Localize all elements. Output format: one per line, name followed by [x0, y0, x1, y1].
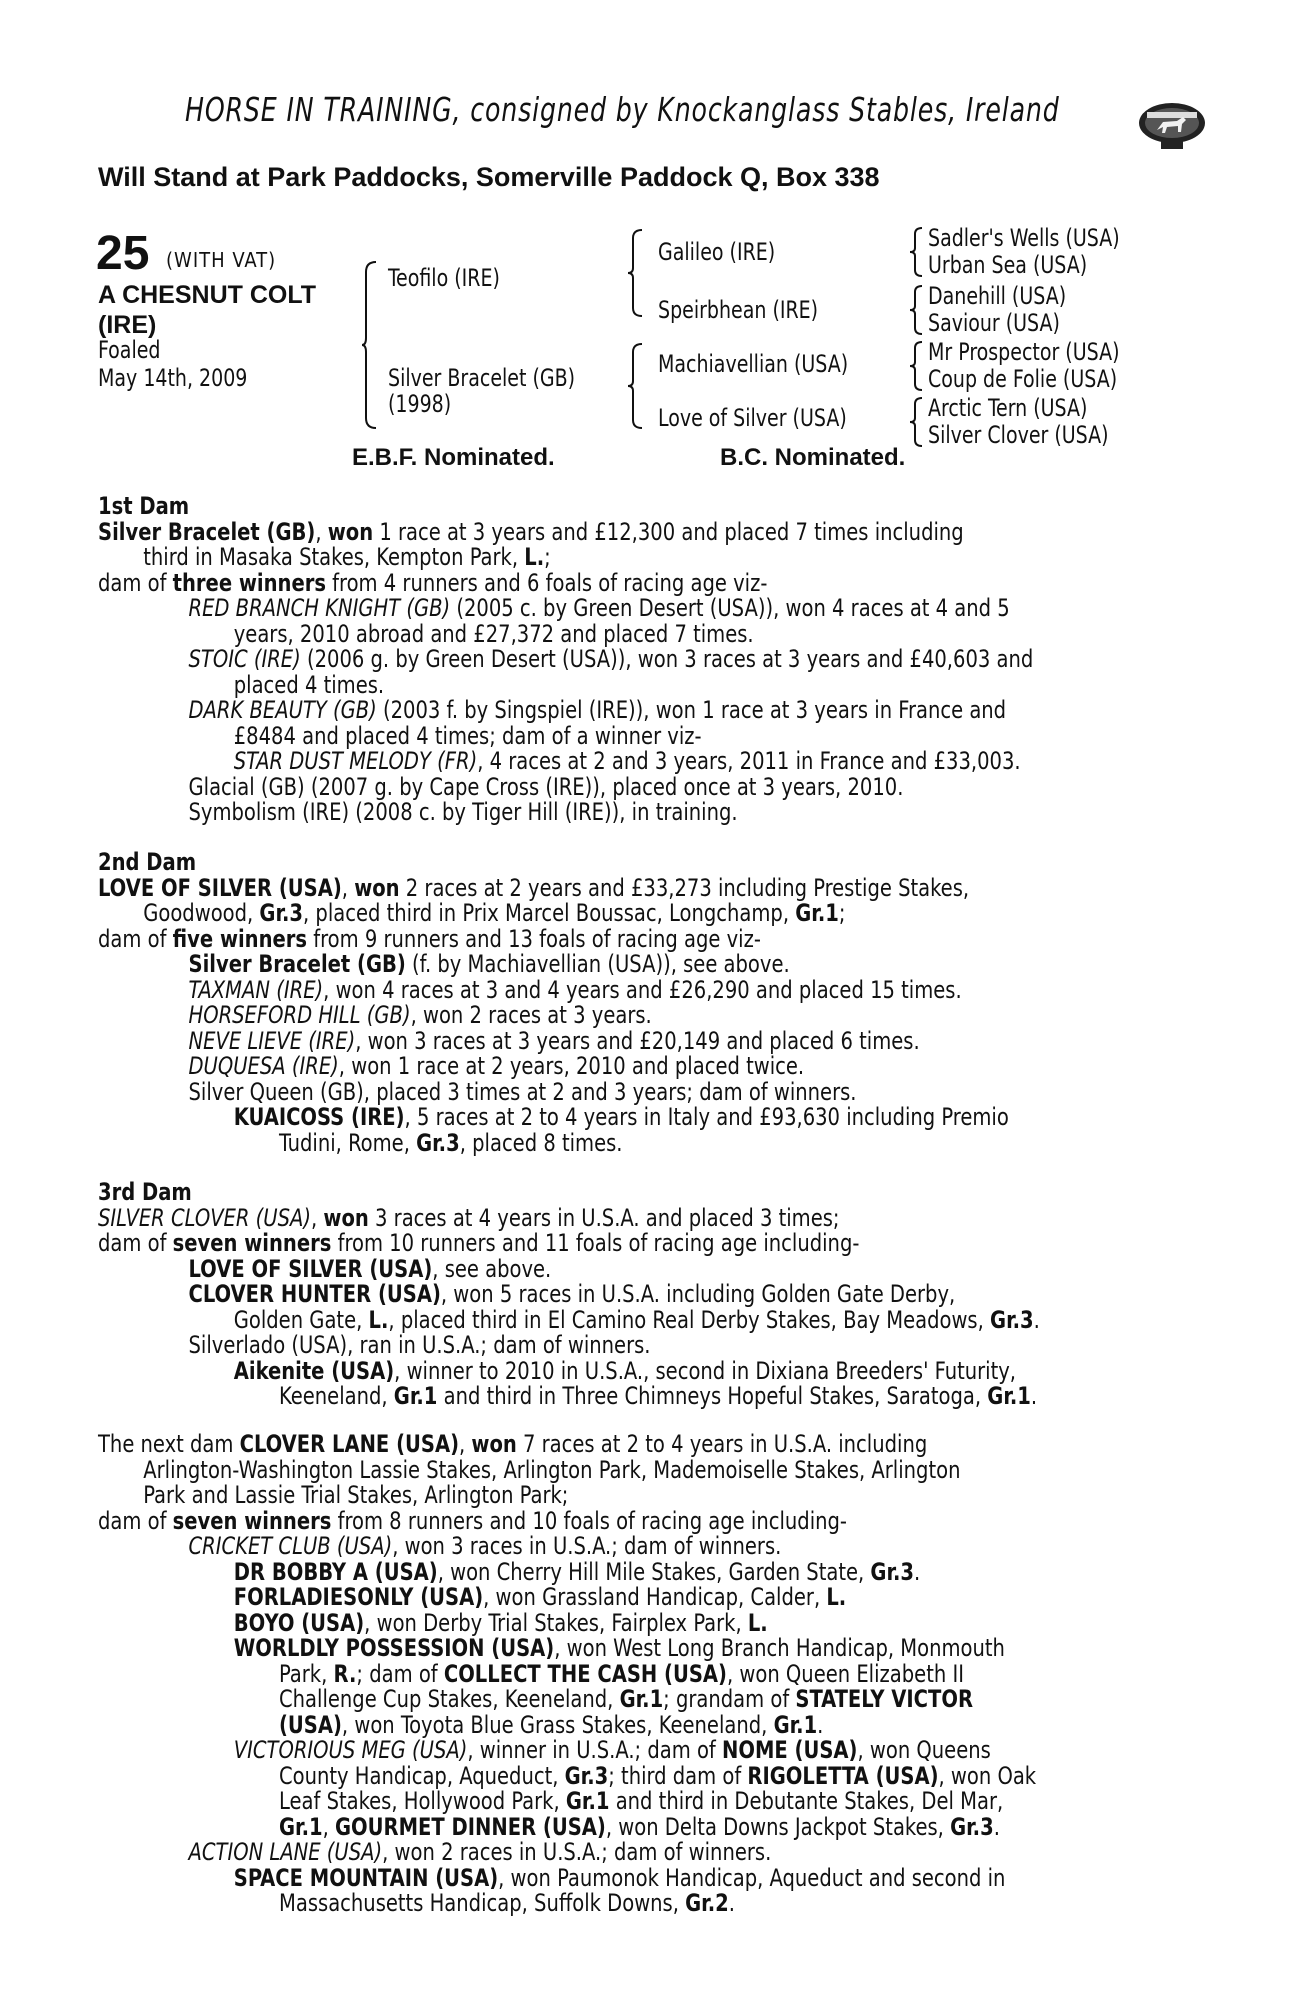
text-run: L. — [747, 1608, 768, 1637]
text-run: , — [341, 873, 355, 902]
text-line — [98, 1128, 1097, 1157]
text-run: Silver Bracelet (GB) — [188, 950, 406, 978]
text-run: Gr.1 — [393, 1382, 438, 1410]
g1-brace-icon — [910, 226, 924, 278]
foaled-label: Foaled — [98, 336, 161, 364]
text-run: Gr.1 — [565, 1787, 610, 1815]
text-run: NOME (USA) — [721, 1736, 858, 1764]
text-run: , winner to 2010 in U.S.A., second in Dixiana Breeders' Futurity, — [394, 1356, 1017, 1385]
text-run: seven winners — [172, 1229, 332, 1257]
text-run: Park, — [279, 1659, 334, 1688]
text-line — [98, 647, 1097, 673]
text-run: , 4 races at 2 and 3 years, 2011 in France and £33,003. — [477, 747, 1021, 775]
text-run: Gr.1 — [619, 1685, 664, 1713]
text-run: Keeneland, — [279, 1382, 394, 1410]
page-title: HORSE IN TRAINING, consigned by Knockanglass Stables, Ireland — [185, 90, 1060, 129]
text-line — [98, 975, 1097, 1004]
text-line — [98, 1891, 1097, 1917]
text-line — [98, 619, 1097, 648]
text-run: three winners — [172, 568, 326, 597]
text-run: and third in Three Chimneys Hopeful Stakes, Saratoga, — [437, 1382, 988, 1410]
text-run: LOVE OF SILVER (USA) — [188, 1254, 433, 1283]
g2-brace-icon — [910, 284, 924, 336]
sire-dam-brace-icon — [362, 260, 378, 430]
text-run: Aikenite (USA) — [233, 1356, 395, 1385]
gg-sire-1: Sadler's Wells (USA) — [928, 224, 1120, 252]
text-run: RED BRANCH KNIGHT (GB) — [188, 594, 451, 622]
text-line — [98, 901, 1097, 927]
text-run: Massachusetts Handicap, Suffolk Downs, — [279, 1889, 686, 1917]
text-run: (2005 c. by Green Desert (USA)), won 4 races at 4 and 5 — [450, 594, 1010, 622]
text-run: DARK BEAUTY (GB) — [188, 696, 377, 724]
text-run: , won Derby Trial Stakes, Fairplex Park, — [364, 1608, 748, 1637]
section-heading: 1st Dam — [98, 492, 190, 520]
text-run: , placed third in Prix Marcel Boussac, Longchamp, — [303, 899, 796, 927]
text-run: from 9 runners and 13 foals of racing age viz- — [307, 924, 761, 953]
text-run: won — [327, 517, 374, 546]
text-run: , won Toyota Blue Grass Stakes, Keeneland, — [341, 1710, 774, 1739]
text-run: . — [728, 1889, 735, 1917]
text-run: Golden Gate, — [233, 1305, 369, 1334]
sire-line-brace-icon — [628, 228, 644, 318]
text-line — [98, 1840, 1097, 1866]
text-run: , won West Long Branch Handicap, Monmouth — [554, 1634, 1005, 1662]
gg-dam-1: Urban Sea (USA) — [928, 251, 1088, 279]
text-run: Gr.3 — [870, 1557, 915, 1586]
gg-dam-4: Silver Clover (USA) — [928, 421, 1109, 449]
text-line — [98, 1789, 1097, 1815]
text-run: R. — [333, 1659, 357, 1688]
text-line — [98, 1636, 1097, 1662]
horse-name: A CHESNUT COLT (IRE) — [98, 281, 317, 339]
lot-number: 25 — [96, 227, 150, 280]
text-line — [98, 1687, 1097, 1713]
text-line — [98, 1863, 1097, 1892]
text-run: years, 2010 abroad and £27,372 and placed 7 times. — [233, 619, 754, 648]
text-run: VICTORIOUS MEG (USA) — [233, 1736, 468, 1764]
text-run: Gr.3 — [259, 899, 304, 927]
gg-sire-3: Mr Prospector (USA) — [928, 338, 1120, 366]
text-run: and third in Debutante Stakes, Del Mar, — [609, 1787, 1004, 1815]
text-run: Gr.1 — [795, 899, 839, 927]
text-run: , placed 8 times. — [459, 1128, 623, 1157]
text-line — [98, 1710, 1097, 1739]
text-run: STOIC (IRE) — [188, 645, 301, 673]
text-run: SILVER CLOVER (USA) — [98, 1203, 312, 1232]
text-run: , won 2 races in U.S.A.; dam of winners. — [382, 1838, 772, 1866]
text-run: , won Delta Downs Jackpot Stakes, — [605, 1812, 951, 1841]
text-line — [98, 1738, 1097, 1764]
text-run: , 5 races at 2 to 4 years in Italy and £93,630 including Premio — [404, 1103, 1009, 1131]
text-line — [98, 772, 1097, 801]
text-run: . — [817, 1710, 824, 1739]
text-run: won — [323, 1203, 369, 1232]
text-line — [98, 1585, 1097, 1611]
text-run: (USA) — [279, 1710, 342, 1739]
text-run: DUQUESA (IRE) — [188, 1052, 339, 1080]
text-run: Symbolism (IRE) (2008 c. by Tiger Hill (IRE)), in training. — [188, 798, 738, 826]
text-run: . — [1033, 1305, 1040, 1334]
text-run: Leaf Stakes, Hollywood Park, — [279, 1787, 566, 1815]
text-line — [98, 1231, 1097, 1257]
text-line — [98, 1608, 1097, 1637]
text-run: SPACE MOUNTAIN (USA) — [233, 1863, 499, 1892]
next-dam-section — [98, 1432, 1202, 1917]
text-run: , won 4 races at 3 and 4 years and £26,290 and placed 15 times. — [323, 975, 962, 1004]
text-line — [98, 1254, 1097, 1283]
text-run: . — [993, 1812, 1000, 1841]
text-line — [98, 800, 1097, 826]
text-run: ; grandam of — [663, 1685, 796, 1713]
text-run: , won Queen Elizabeth II — [726, 1659, 964, 1688]
section-heading: 3rd Dam — [98, 1178, 192, 1206]
text-run: The next dam — [98, 1430, 240, 1458]
text-run: (f. by Machiavellian (USA)), see above. — [405, 950, 790, 978]
gg-dam-2: Saviour (USA) — [928, 309, 1060, 337]
text-run: , placed third in El Camino Real Derby Stakes, Bay Meadows, — [388, 1305, 991, 1334]
text-run: Gr.1 — [773, 1710, 818, 1739]
text-line — [98, 924, 1097, 953]
text-run: NEVE LIEVE (IRE) — [188, 1026, 356, 1055]
text-run: STATELY VICTOR — [795, 1685, 974, 1713]
text-line — [98, 670, 1097, 699]
text-run: ; third dam of — [608, 1761, 748, 1790]
text-run: , won 2 races at 3 years. — [410, 1001, 652, 1029]
text-run: dam of — [98, 1506, 173, 1535]
text-run: , won 3 races in U.S.A.; dam of winners. — [392, 1532, 782, 1560]
text-line — [98, 1761, 1097, 1790]
text-run: five winners — [172, 924, 308, 953]
text-run: Gr.3 — [564, 1761, 609, 1790]
text-run: , — [315, 517, 328, 546]
dam: Silver Bracelet (GB) — [388, 364, 576, 392]
text-line — [98, 1812, 1097, 1841]
sire-dam: Speirbhean (IRE) — [658, 296, 819, 324]
text-run: Tudini, Rome, — [279, 1128, 417, 1157]
text-line — [98, 1105, 1097, 1131]
text-run: ; dam of — [356, 1659, 444, 1688]
text-run: Gr.3 — [950, 1812, 994, 1841]
text-run: seven winners — [172, 1506, 332, 1535]
text-line — [98, 1455, 1097, 1484]
gg-sire-4: Arctic Tern (USA) — [928, 394, 1088, 422]
text-line — [98, 1026, 1097, 1055]
text-line — [98, 873, 1097, 902]
text-line — [98, 517, 1097, 546]
text-run: ; — [838, 899, 846, 927]
text-run: Gr.2 — [685, 1889, 729, 1917]
text-run: Silver Bracelet (GB) — [98, 517, 316, 546]
text-run: HORSEFORD HILL (GB) — [188, 1001, 411, 1029]
text-line — [98, 952, 1097, 978]
text-run: RIGOLETTA (USA) — [747, 1761, 939, 1790]
text-run: (2003 f. by Singspiel (IRE)), won 1 race at 3 years in France and — [376, 696, 1007, 724]
text-line — [98, 1384, 1097, 1410]
gg-sire-2: Danehill (USA) — [928, 282, 1067, 310]
third-dam-section — [98, 1180, 1202, 1410]
text-run: ; — [544, 543, 551, 571]
text-run: COLLECT THE CASH (USA) — [443, 1659, 727, 1688]
text-run: dam of — [98, 568, 173, 597]
text-line — [98, 1054, 1097, 1080]
text-run: Challenge Cup Stakes, Keeneland, — [279, 1685, 620, 1713]
text-run: Arlington-Washington Lassie Stakes, Arlington Park, Mademoiselle Stakes, Arlington — [143, 1455, 961, 1484]
stand-location: Will Stand at Park Paddocks, Somerville Paddock Q, Box 338 — [98, 162, 880, 192]
text-run: County Handicap, Aqueduct, — [279, 1761, 565, 1790]
text-run: 7 races at 2 to 4 years in U.S.A. including — [516, 1430, 928, 1458]
g3-brace-icon — [910, 340, 924, 392]
foaled-info — [98, 336, 247, 392]
text-line — [98, 1534, 1097, 1560]
text-line — [98, 1659, 1097, 1688]
text-run: . — [1030, 1382, 1038, 1410]
text-run: , see above. — [432, 1254, 552, 1283]
text-line — [98, 721, 1097, 750]
text-line — [98, 1077, 1097, 1106]
section-heading: 2nd Dam — [98, 848, 197, 876]
text-run: GOURMET DINNER (USA) — [335, 1812, 606, 1841]
text-run: DR BOBBY A (USA) — [233, 1557, 438, 1586]
text-run: FORLADIESONLY (USA) — [233, 1583, 484, 1611]
dam-line-brace-icon — [628, 342, 644, 430]
text-run: , won Paumonok Handicap, Aqueduct and second in — [498, 1863, 1006, 1892]
dam-sire: Machiavellian (USA) — [658, 350, 849, 378]
first-dam-section — [98, 494, 1202, 826]
text-run: CLOVER LANE (USA) — [239, 1430, 459, 1458]
text-run: , — [322, 1812, 336, 1841]
text-run: , won 3 races at 3 years and £20,149 and placed 6 times. — [355, 1026, 920, 1055]
text-run: Gr.1 — [279, 1812, 323, 1841]
text-run: Silverlado (USA), ran in U.S.A.; dam of winners. — [188, 1331, 651, 1359]
text-run: , — [311, 1203, 324, 1232]
text-run: , — [458, 1430, 472, 1458]
text-run: , won Cherry Hill Mile Stakes, Garden State, — [437, 1557, 871, 1586]
g4-brace-icon — [910, 396, 924, 448]
text-run: Silver Queen (GB), placed 3 times at 2 and 3 years; dam of winners. — [188, 1077, 857, 1106]
text-run: BOYO (USA) — [233, 1608, 365, 1637]
text-line — [98, 1506, 1097, 1535]
text-line — [98, 1557, 1097, 1586]
text-run: , winner in U.S.A.; dam of — [467, 1736, 722, 1764]
text-run: dam of — [98, 924, 173, 953]
text-run: Glacial (GB) (2007 g. by Cape Cross (IRE)), placed once at 3 years, 2010. — [188, 772, 904, 801]
text-run: dam of — [98, 1229, 173, 1257]
text-line — [98, 1432, 1097, 1458]
text-run: KUAICOSS (IRE) — [233, 1103, 405, 1131]
text-run: , won 1 race at 2 years, 2010 and placed twice. — [338, 1052, 805, 1080]
text-line — [98, 1203, 1097, 1232]
text-run: , won 5 races in U.S.A. including Golden Gate Derby, — [440, 1280, 956, 1308]
text-run: third in Masaka Stakes, Kempton Park, — [143, 543, 525, 571]
text-run: Gr.3 — [990, 1305, 1034, 1334]
text-run: . — [914, 1557, 921, 1586]
text-run: from 8 runners and 10 foals of racing age including- — [331, 1506, 847, 1535]
text-run: CRICKET CLUB (USA) — [188, 1532, 393, 1560]
text-run: L. — [368, 1305, 389, 1334]
text-run: , won Queens — [857, 1736, 991, 1764]
text-run: from 4 runners and 6 foals of racing age viz- — [325, 568, 768, 597]
sire: Teofilo (IRE) — [388, 264, 500, 292]
text-run: from 10 runners and 11 foals of racing age including- — [331, 1229, 860, 1257]
text-run: 3 races at 4 years in U.S.A. and placed 3 times; — [368, 1203, 840, 1232]
dam-dam: Love of Silver (USA) — [658, 404, 847, 432]
text-run: Park and Lassie Trial Stakes, Arlington Park; — [143, 1481, 569, 1509]
text-run: Gr.1 — [987, 1382, 1031, 1410]
text-run: L. — [826, 1583, 847, 1611]
text-run: STAR DUST MELODY (FR) — [233, 747, 478, 775]
text-run: (2006 g. by Green Desert (USA)), won 3 races at 3 years and £40,603 and — [300, 645, 1034, 673]
text-line — [98, 698, 1097, 724]
text-line — [98, 1305, 1097, 1334]
foaled-date: May 14th, 2009 — [98, 364, 248, 392]
text-run: TAXMAN (IRE) — [188, 975, 324, 1004]
text-line — [98, 1282, 1097, 1308]
text-line — [98, 1483, 1097, 1509]
text-run: WORLDLY POSSESSION (USA) — [233, 1634, 555, 1662]
text-line — [98, 1003, 1097, 1029]
text-run: Gr.3 — [416, 1128, 460, 1157]
text-run: placed 4 times. — [233, 670, 385, 699]
text-run: ACTION LANE (USA) — [188, 1838, 383, 1866]
text-run: , won Oak — [938, 1761, 1037, 1790]
vat-note: (WITH VAT) — [166, 248, 277, 272]
yearling-bonus-logo-icon — [1137, 96, 1207, 152]
text-line — [98, 545, 1097, 571]
text-line — [98, 1333, 1097, 1359]
dam-year: (1998) — [388, 390, 452, 418]
text-run: won — [471, 1430, 517, 1458]
ebf-nominated: E.B.F. Nominated. — [352, 444, 555, 471]
text-run: CLOVER HUNTER (USA) — [188, 1280, 441, 1308]
text-run: £8484 and placed 4 times; dam of a winner viz- — [233, 721, 702, 750]
text-run: won — [354, 873, 400, 902]
text-run: 2 races at 2 years and £33,273 including Prestige Stakes, — [399, 873, 970, 902]
text-line — [98, 749, 1097, 775]
text-run: L. — [524, 543, 545, 571]
gg-dam-3: Coup de Folie (USA) — [928, 365, 1118, 393]
text-line — [98, 1356, 1097, 1385]
bc-nominated: B.C. Nominated. — [720, 444, 906, 471]
text-run: LOVE OF SILVER (USA) — [98, 873, 342, 902]
text-run: 1 race at 3 years and £12,300 and placed 7 times including — [373, 517, 964, 546]
second-dam-section — [98, 850, 1202, 1156]
text-line — [98, 596, 1097, 622]
sire-sire: Galileo (IRE) — [658, 238, 776, 266]
text-line — [98, 568, 1097, 597]
text-run: , won Grassland Handicap, Calder, — [483, 1583, 827, 1611]
text-run: Goodwood, — [143, 899, 260, 927]
